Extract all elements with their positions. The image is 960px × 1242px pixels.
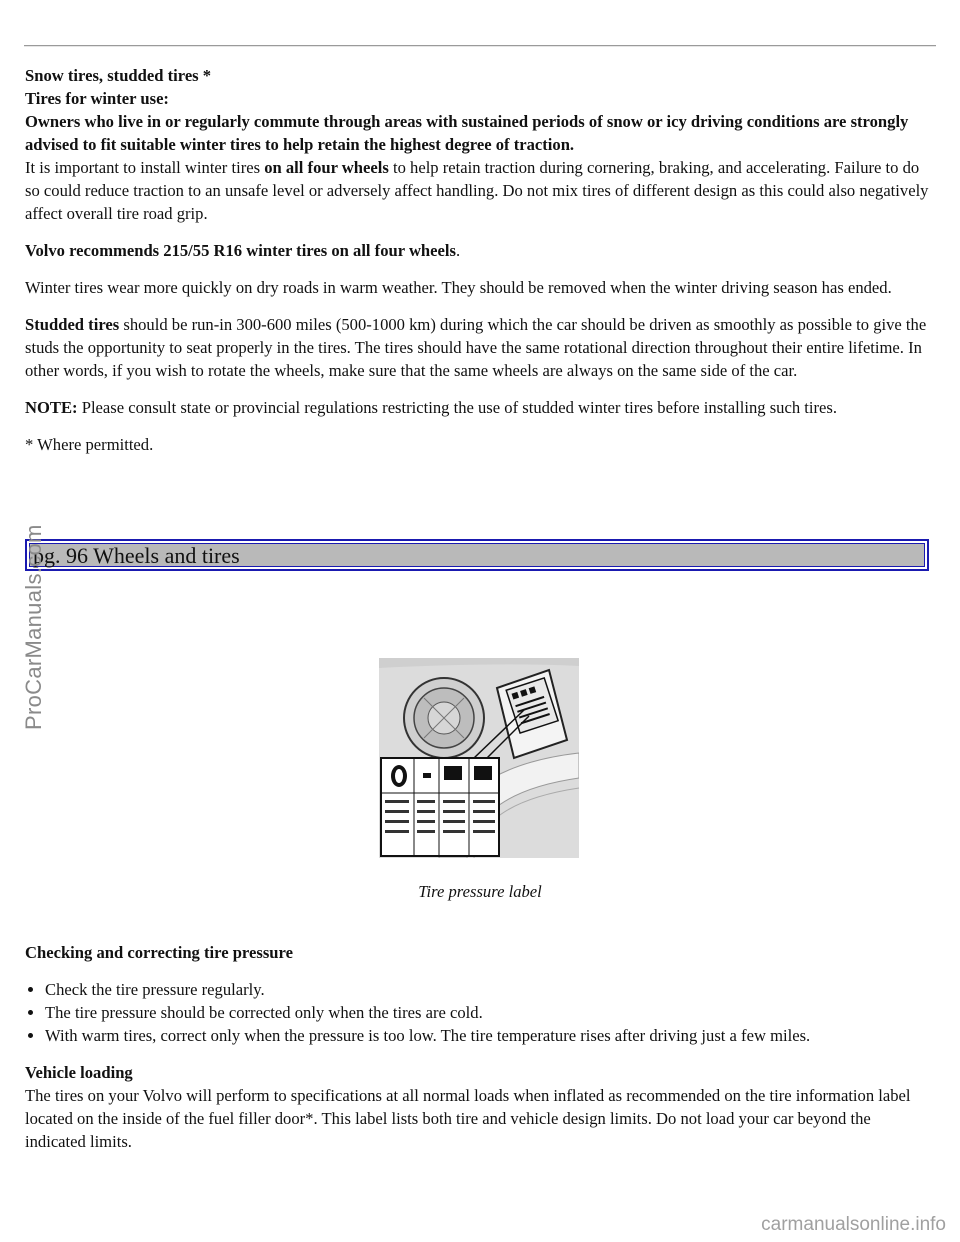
heading-snow-tires: Snow tires, studded tires * xyxy=(25,66,212,85)
paragraph-note xyxy=(25,396,935,419)
install-text-pre: It is important to install winter tires xyxy=(25,158,265,177)
paragraph-studded xyxy=(25,313,935,382)
heading-tire-pressure: Checking and correcting tire pressure xyxy=(25,943,293,962)
paragraph-install xyxy=(25,156,935,225)
tire-pressure-figure xyxy=(379,658,579,858)
recommend-end: . xyxy=(455,241,461,260)
paragraph-recommend xyxy=(25,239,935,262)
studded-text: should be run-in 300-600 miles (500-1000 km) during which the car should be driven as smoothly as possible to give the studs the opportunity to seat properly in the tires. The tires should have the same rotational direction throughout their entire lifetime. In other words, if you wish to rotate the wheels, make sure that the same wheels are always on the same side of the car. xyxy=(25,315,927,380)
warning-paragraph: Owners who live in or regularly commute through areas with sustained periods of snow or icy driving conditions are strongly advised to fit suitable winter tires to help retain the highest degree of traction. xyxy=(25,112,909,154)
list-item: • With warm tires, correct only when the pressure is too low. The tire temperature rises after driving just a few miles. xyxy=(45,1024,935,1047)
top-divider xyxy=(24,45,936,47)
note-text: Please consult state or provincial regulations restricting the use of studded winter tires before installing such tires. xyxy=(77,398,837,417)
tire-pressure-list xyxy=(25,978,935,1047)
recommend-bold: Volvo recommends 215/55 R16 winter tires on all four wheels xyxy=(25,241,456,260)
side-watermark: ProCarManuals.com xyxy=(21,524,46,730)
section-tire-pressure xyxy=(25,941,935,1153)
install-text-bold: on all four wheels xyxy=(264,158,389,177)
paragraph-winter-wear: Winter tires wear more quickly on dry roads in warm weather. They should be removed when the winter driving season has ended. xyxy=(25,278,892,297)
install-text-post: to help retain traction during cornering, braking, and accelerating. Failure to do so could reduce traction to an unsafe level or adversely affect handling. Do not mix tires of different design as this could also negatively affect overall tire road grip. xyxy=(25,158,929,223)
section-snow-tires xyxy=(25,64,935,456)
list-item: • The tire pressure should be corrected only when the tires are cold. xyxy=(45,1001,935,1024)
fuel-door-illustration xyxy=(379,658,579,858)
figure-caption: Tire pressure label xyxy=(418,882,542,901)
note-label: NOTE: xyxy=(25,398,78,417)
page-header-bar xyxy=(25,539,929,571)
paragraph-vehicle-loading: The tires on your Volvo will perform to specifications at all normal loads when inflated as recommended on the tire information label located on the inside of the fuel filler door*. This label lists both tire and vehicle design limits. Do not load your car beyond the indicated limits. xyxy=(25,1086,911,1151)
studded-bold: Studded tires xyxy=(25,315,120,334)
heading-winter-use: Tires for winter use: xyxy=(25,89,169,108)
list-item: • Check the tire pressure regularly. xyxy=(45,978,935,1001)
heading-vehicle-loading: Vehicle loading xyxy=(25,1063,133,1082)
footer-watermark: carmanualsonline.info xyxy=(761,1214,946,1235)
page-header-label: pg. 96 Wheels and tires xyxy=(33,543,240,568)
footnote: * Where permitted. xyxy=(25,435,154,454)
